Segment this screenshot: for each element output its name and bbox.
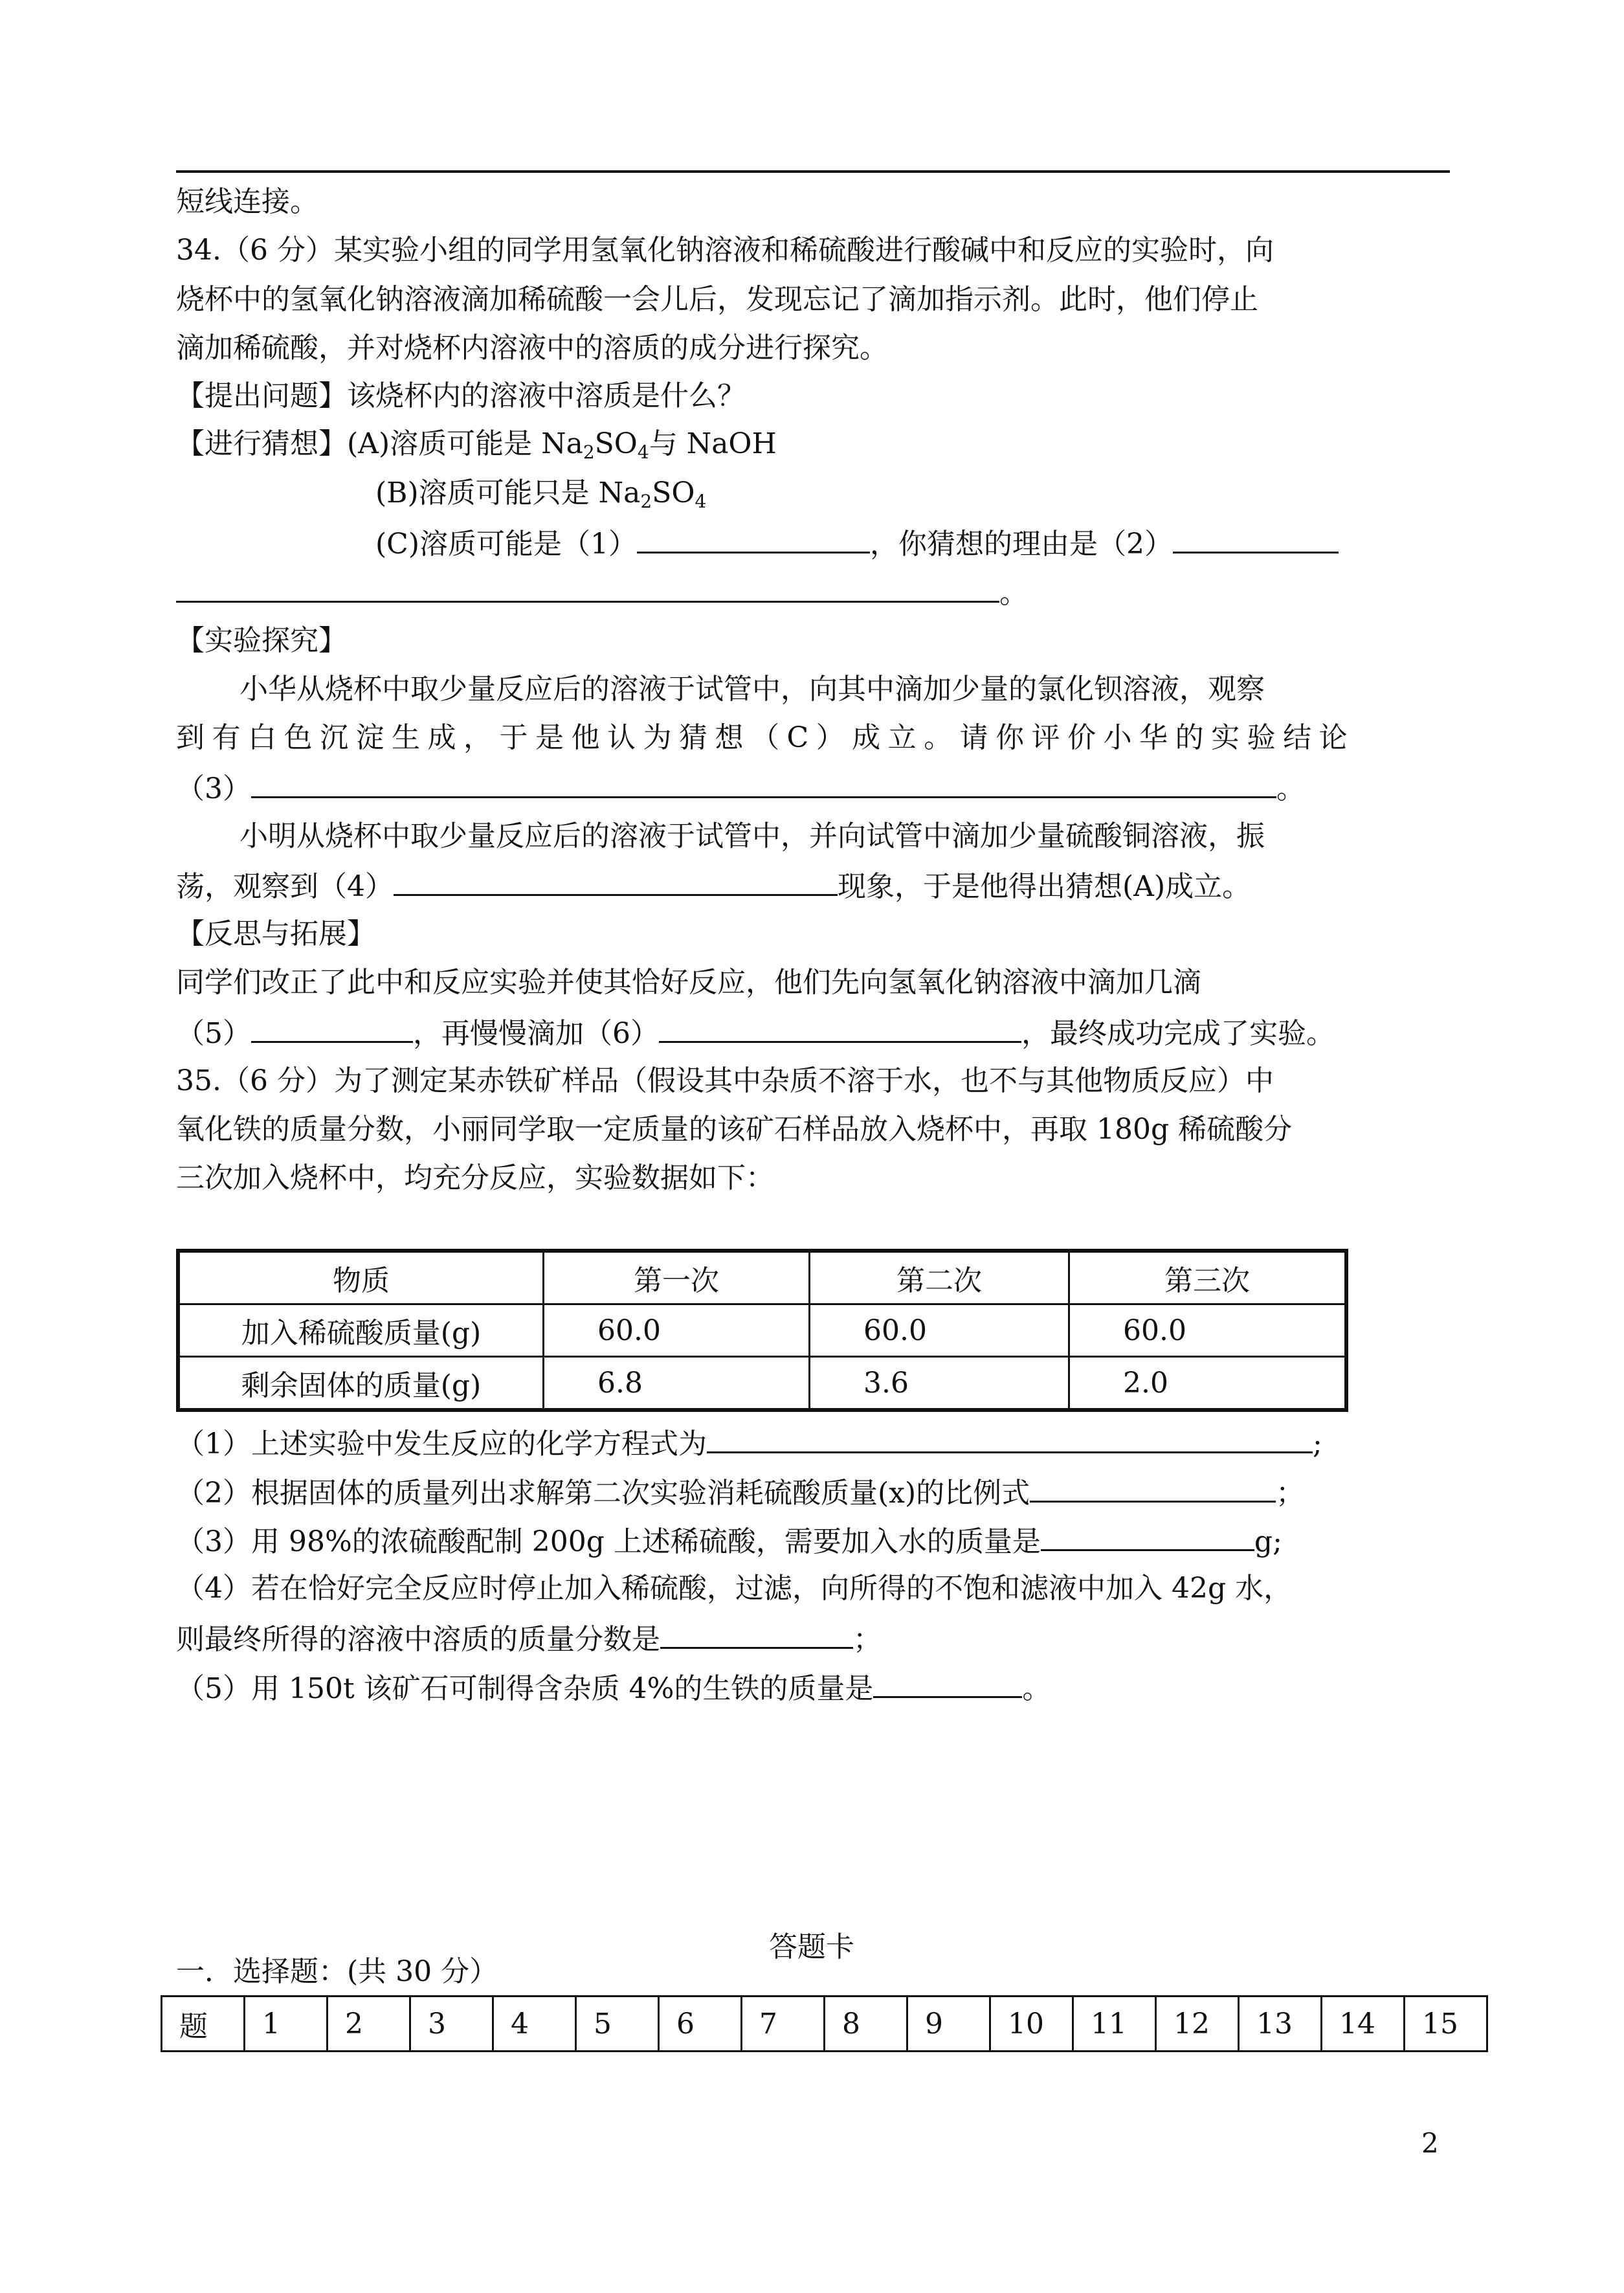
answer-grid-cell: 14 — [1322, 1997, 1405, 2052]
answer-grid-row — [162, 1997, 1487, 2052]
section-label: 【进行猜想】 — [176, 427, 347, 460]
ming-answer-line: 荡，观察到（4） 现象，于是他得出猜想(A)成立。 — [176, 866, 1251, 906]
answer-grid-cell: 2 — [328, 1997, 410, 2052]
table-cell: 60.0 — [810, 1304, 1069, 1357]
text-line: 小华从烧杯中取少量反应后的溶液于试管中，向其中滴加少量的氯化钡溶液，观察 — [239, 673, 1265, 706]
answer-blank-5[interactable] — [251, 1012, 413, 1043]
table-cell: 60.0 — [1069, 1304, 1347, 1357]
text-line: 到有白色沉淀生成，于是他认为猜想（C）成立。请你评价小华的实验结论 — [176, 721, 1355, 754]
answer-blank-35-5[interactable] — [873, 1668, 1022, 1698]
table-cell: 3.6 — [810, 1357, 1069, 1411]
answer-blank-3[interactable] — [251, 768, 1276, 798]
table-row — [178, 1304, 1346, 1357]
data-table — [176, 1249, 1348, 1412]
answer-grid-cell: 1 — [245, 1997, 328, 2052]
answer-grid-cell: 9 — [907, 1997, 990, 2052]
guess-line-c: (C)溶质可能是（1） ，你猜想的理由是（2） — [375, 523, 1339, 564]
text-line: 三次加入烧杯中，均充分反应，实验数据如下： — [176, 1161, 774, 1194]
table-row — [178, 1357, 1346, 1411]
text-line: 小明从烧杯中取少量反应后的溶液于试管中，并向试管中滴加少量硫酸铜溶液，振 — [239, 820, 1265, 853]
hua-answer-line: （3） 。 — [176, 768, 1305, 809]
sub-question-5: （5）用 150t 该矿石可制得含杂质 4%的生铁的质量是 。 — [176, 1668, 1051, 1708]
answer-grid-cell: 12 — [1156, 1997, 1239, 2052]
answer-grid-cell: 题 — [162, 1997, 245, 2052]
answer-grid-cell: 5 — [576, 1997, 659, 2052]
guess-line-c-cont: 。 — [176, 572, 1028, 613]
table-cell: 加入稀硫酸质量(g) — [178, 1304, 544, 1357]
answer-blank-2-cont[interactable] — [176, 572, 999, 603]
answer-blank-2[interactable] — [1173, 523, 1339, 554]
question-text: 该烧杯内的溶液中溶质是什么？ — [347, 379, 746, 412]
answer-blank-35-2[interactable] — [1030, 1472, 1276, 1503]
sub-question-2: （2）根据固体的质量列出求解第二次实验消耗硫酸质量(x)的比例式 ； — [176, 1472, 1304, 1513]
answer-card-section: 一．选择题：(共 30 分） — [176, 1955, 498, 1988]
reflect-answer-line: （5） ，再慢慢滴加（6） ，最终成功完成了实验。 — [176, 1012, 1335, 1053]
answer-grid-cell: 7 — [742, 1997, 825, 2052]
answer-blank-1[interactable] — [637, 523, 870, 554]
sub-question-4: （4）若在恰好完全反应时停止加入稀硫酸，过滤，向所得的不饱和滤液中加入 42g 水， — [176, 1572, 1293, 1605]
table-cell: 60.0 — [544, 1304, 810, 1357]
answer-card-title: 答题卡 — [769, 1930, 854, 1963]
text-line: 氧化铁的质量分数，小丽同学取一定质量的该矿石样品放入烧杯中，再取 180g 稀硫酸分 — [176, 1113, 1293, 1146]
sub-question-1: （1）上述实验中发生反应的化学方程式为 ; — [176, 1423, 1322, 1464]
answer-grid-cell: 8 — [825, 1997, 907, 2052]
header-rule — [176, 170, 1450, 173]
answer-grid — [161, 1995, 1488, 2052]
table-header-row — [178, 1251, 1346, 1304]
table-cell: 2.0 — [1069, 1357, 1347, 1411]
answer-blank-4[interactable] — [394, 866, 838, 896]
answer-blank-35-4[interactable] — [660, 1618, 853, 1649]
answer-grid-cell: 10 — [990, 1997, 1073, 2052]
answer-grid-cell: 15 — [1405, 1997, 1487, 2052]
sub-question-4-cont: 则最终所得的溶液中溶质的质量分数是 ； — [176, 1618, 882, 1659]
answer-grid-cell: 3 — [410, 1997, 493, 2052]
answer-blank-35-1[interactable] — [707, 1423, 1313, 1453]
text-line: 烧杯中的氢氧化钠溶液滴加稀硫酸一会儿后，发现忘记了滴加指示剂。此时，他们停止 — [176, 283, 1258, 316]
text-line: 同学们改正了此中和反应实验并使其恰好反应，他们先向氢氧化钠溶液中滴加几滴 — [176, 966, 1201, 999]
guess-line-a: 【进行猜想】(A)溶质可能是 $Na_2SO_4$与 NaOH — [176, 427, 777, 463]
sub-question-3: （3）用 98%的浓硫酸配制 200g 上述稀硫酸，需要加入水的质量是 g; — [176, 1521, 1282, 1561]
section-label: 【实验探究】 — [176, 624, 347, 657]
answer-grid-cell: 11 — [1073, 1997, 1156, 2052]
table-header-cell: 物质 — [178, 1251, 544, 1304]
section-label: 【反思与拓展】 — [176, 917, 375, 950]
section-label: 【提出问题】 — [176, 379, 347, 412]
table-header-cell: 第二次 — [810, 1251, 1069, 1304]
table-cell: 剩余固体的质量(g) — [178, 1357, 544, 1411]
answer-grid-cell: 4 — [493, 1997, 576, 2052]
answer-grid-cell: 13 — [1239, 1997, 1322, 2052]
page-number: 2 — [1421, 2127, 1439, 2159]
answer-blank-35-3[interactable] — [1041, 1521, 1254, 1551]
text-line: 短线连接。 — [176, 185, 318, 218]
guess-line-b: (B)溶质可能只是 $Na_2SO_4$ — [375, 476, 707, 512]
answer-grid-cell: 6 — [659, 1997, 742, 2052]
question-line — [176, 377, 746, 416]
table-header-cell: 第一次 — [544, 1251, 810, 1304]
table-header-cell: 第三次 — [1069, 1251, 1347, 1304]
text-line: 滴加稀硫酸，并对烧杯内溶液中的溶质的成分进行探究。 — [176, 331, 888, 364]
q34-lead: 34.（6 分）某实验小组的同学用氢氧化钠溶液和稀硫酸进行酸碱中和反应的实验时，向 — [176, 234, 1274, 267]
table-cell: 6.8 — [544, 1357, 810, 1411]
q35-lead: 35.（6 分）为了测定某赤铁矿样品（假设其中杂质不溶于水，也不与其他物质反应）中 — [176, 1064, 1274, 1097]
answer-blank-6[interactable] — [659, 1012, 1021, 1043]
